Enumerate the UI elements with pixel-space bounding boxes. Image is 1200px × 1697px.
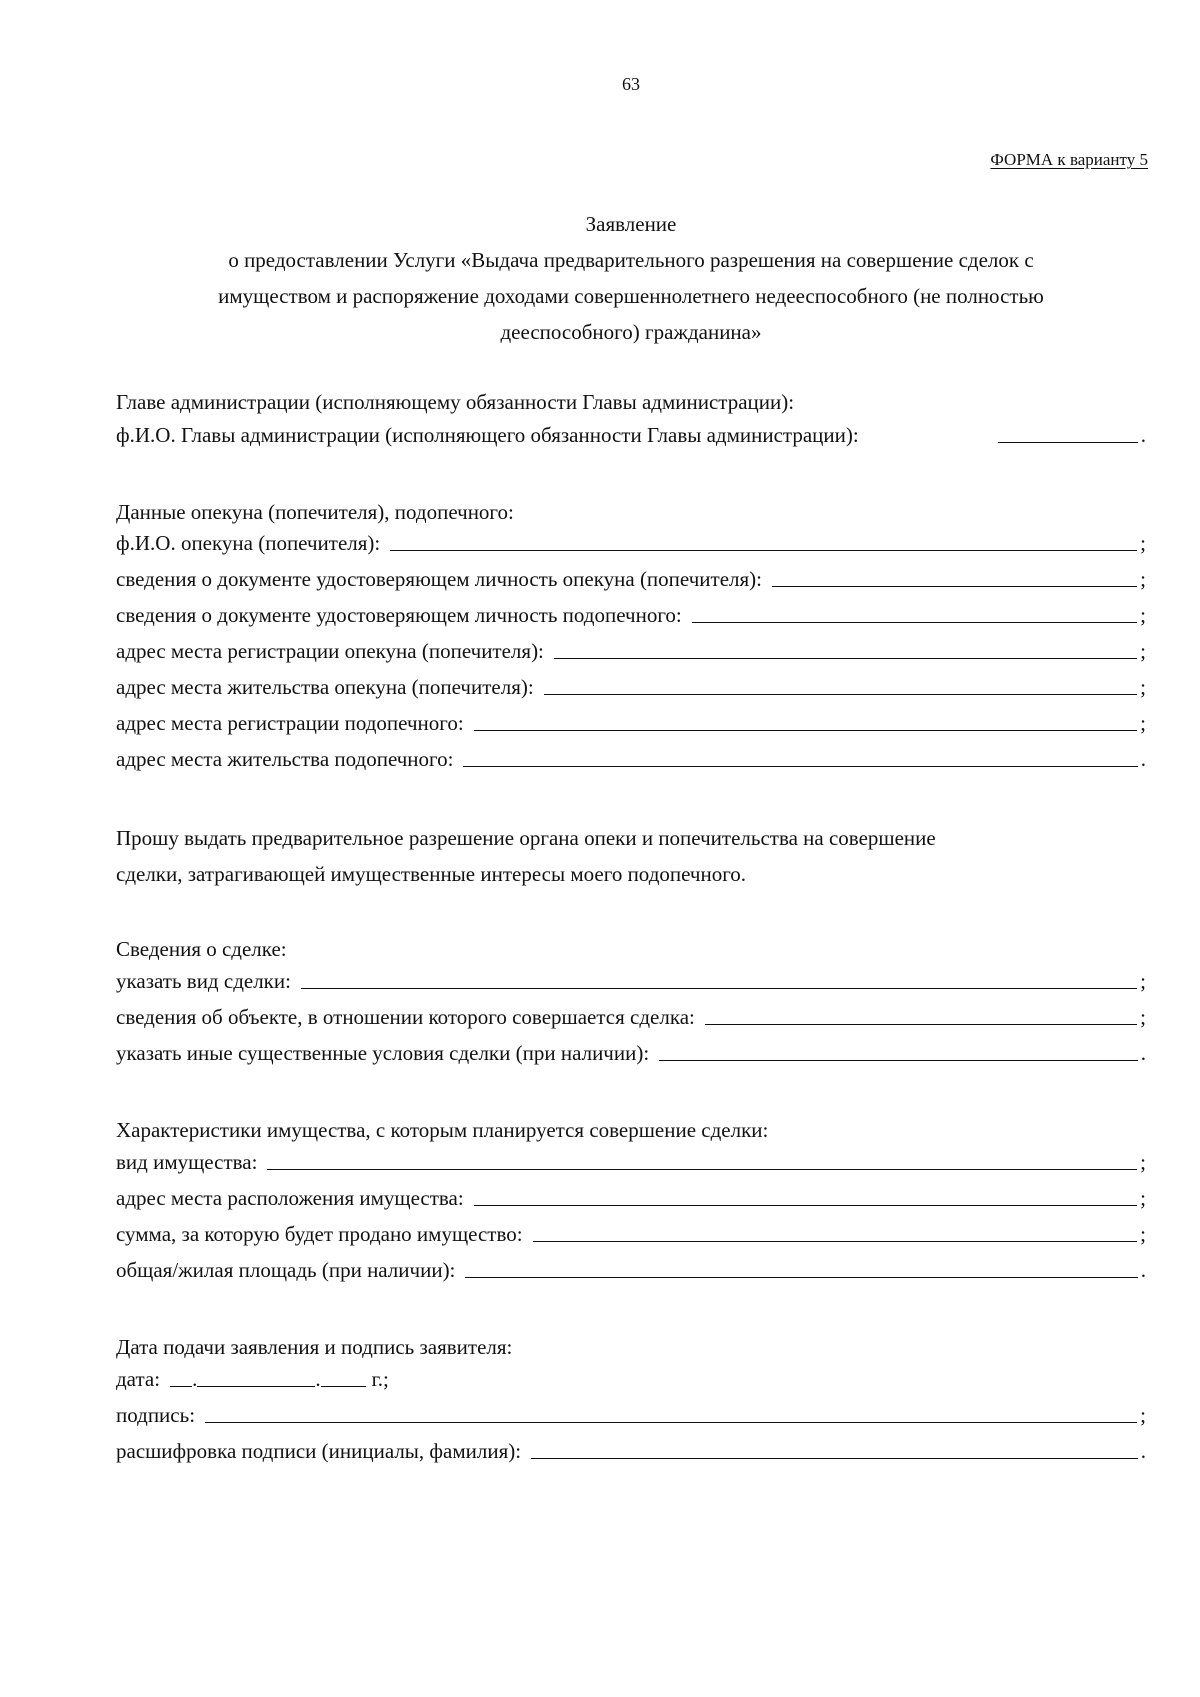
- request-paragraph: Прошу выдать предварительное разрешение органа опеки и попечительства на совершение сделки, затрагивающей имущественные интересы моего подопечного.: [116, 826, 936, 886]
- property-address-field[interactable]: адрес места расположения имущества: ;: [116, 1186, 1146, 1210]
- signature-blank[interactable]: [205, 1421, 1137, 1423]
- ward-id-doc-blank[interactable]: [692, 621, 1137, 623]
- property-area-blank[interactable]: [465, 1276, 1137, 1278]
- deal-object-field[interactable]: сведения об объекте, в отношении которого совершается сделка: ;: [116, 1005, 1146, 1029]
- property-area-field[interactable]: общая/жилая площадь (при наличии): .: [116, 1258, 1146, 1282]
- title-heading: Заявление: [585, 212, 677, 236]
- guardian-id-doc-blank[interactable]: [772, 585, 1137, 587]
- date-year-blank[interactable]: [321, 1385, 366, 1387]
- signature-section-header: Дата подачи заявления и подпись заявителя:: [116, 1335, 513, 1359]
- document-title: [116, 206, 1146, 350]
- date-label: дата:: [116, 1367, 161, 1391]
- title-line-1: о предоставлении Услуги «Выдача предварительного разрешения на совершение сделок с: [228, 248, 1034, 272]
- title-line-2: имуществом и распоряжение доходами совершеннолетнего недееспособного (не полностью: [218, 284, 1044, 308]
- form-reference: ФОРМА к варианту 5: [990, 150, 1148, 169]
- ward-residence-address-field[interactable]: адрес места жительства подопечного: .: [116, 747, 1146, 771]
- guardian-name-field[interactable]: ф.И.О. опекуна (попечителя): ;: [116, 531, 1146, 555]
- guardian-registration-address-field[interactable]: адрес места регистрации опекуна (попечителя): ;: [116, 639, 1146, 663]
- deal-object-blank[interactable]: [705, 1023, 1137, 1025]
- signature-field[interactable]: подпись: ;: [116, 1403, 1146, 1427]
- deal-conditions-field[interactable]: указать иные существенные условия сделки (при наличии): .: [116, 1041, 1146, 1065]
- guardian-section-header: Данные опекуна (попечителя), подопечного:: [116, 500, 514, 524]
- ward-residence-address-blank[interactable]: [463, 765, 1137, 767]
- date-field[interactable]: дата: . . г.;: [116, 1367, 389, 1391]
- ward-registration-address-blank[interactable]: [474, 729, 1137, 731]
- signature-decoding-blank[interactable]: [531, 1457, 1138, 1459]
- title-line-3: дееспособного) гражданина»: [500, 320, 762, 344]
- head-name-label: ф.И.О. Главы администрации (исполняющего обязанности Главы администрации):: [116, 423, 859, 447]
- property-address-blank[interactable]: [474, 1204, 1137, 1206]
- deal-conditions-blank[interactable]: [659, 1059, 1138, 1061]
- date-day-blank[interactable]: [170, 1385, 192, 1387]
- date-month-blank[interactable]: [197, 1385, 315, 1387]
- head-section-header: Главе администрации (исполняющему обязанности Главы администрации):: [116, 390, 795, 414]
- guardian-id-doc-field[interactable]: сведения о документе удостоверяющем личность опекуна (попечителя): ;: [116, 567, 1146, 591]
- guardian-residence-address-field[interactable]: адрес места жительства опекуна (попечителя): ;: [116, 675, 1146, 699]
- page-number: 63: [622, 74, 640, 94]
- head-name-blank[interactable]: [998, 441, 1138, 443]
- ward-id-doc-field[interactable]: сведения о документе удостоверяющем личность подопечного: ;: [116, 603, 1146, 627]
- property-sale-amount-blank[interactable]: [533, 1240, 1138, 1242]
- guardian-name-blank[interactable]: [390, 549, 1137, 551]
- guardian-registration-address-blank[interactable]: [554, 657, 1137, 659]
- property-sale-amount-field[interactable]: сумма, за которую будет продано имущество: ;: [116, 1222, 1146, 1246]
- signature-decoding-field[interactable]: расшифровка подписи (инициалы, фамилия): .: [116, 1439, 1146, 1463]
- deal-type-blank[interactable]: [301, 987, 1137, 989]
- property-type-blank[interactable]: [267, 1168, 1137, 1170]
- head-name-field[interactable]: ф.И.О. Главы администрации (исполняющего обязанности Главы администрации): .: [116, 423, 1146, 447]
- ward-registration-address-field[interactable]: адрес места регистрации подопечного: ;: [116, 711, 1146, 735]
- deal-type-field[interactable]: указать вид сделки: ;: [116, 969, 1146, 993]
- guardian-residence-address-blank[interactable]: [544, 693, 1137, 695]
- property-type-field[interactable]: вид имущества: ;: [116, 1150, 1146, 1174]
- deal-section-header: Сведения о сделке:: [116, 937, 287, 961]
- property-section-header: Характеристики имущества, с которым планируется совершение сделки:: [116, 1118, 769, 1142]
